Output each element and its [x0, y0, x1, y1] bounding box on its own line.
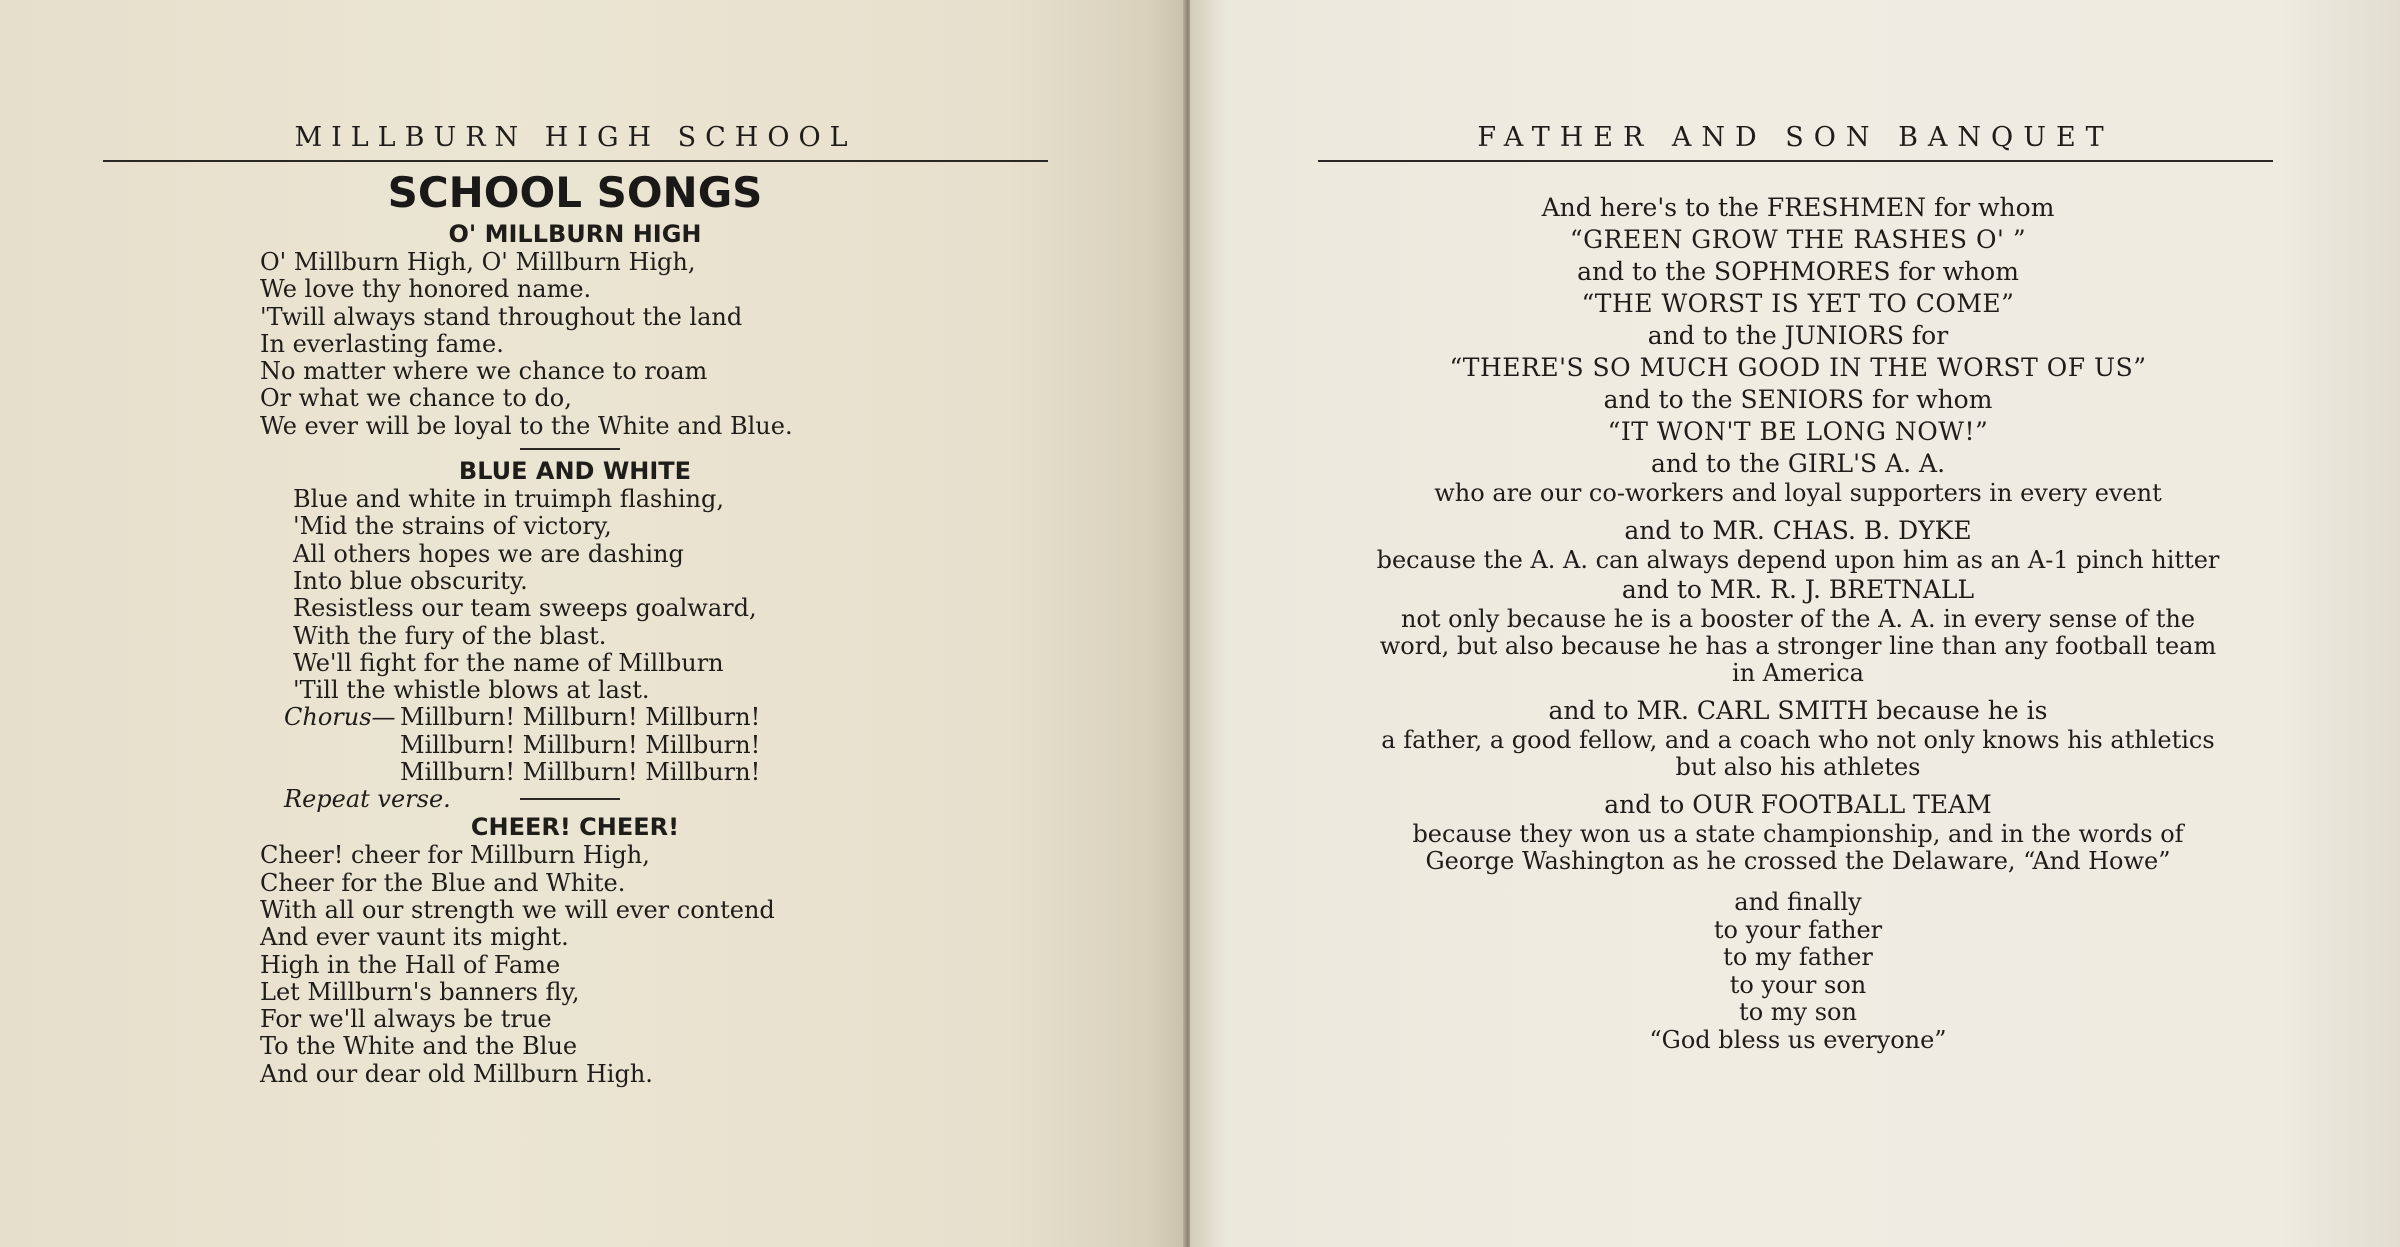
chorus-line: Millburn! Millburn! Millburn!: [400, 703, 761, 732]
lyric-line: We'll fight for the name of Millburn: [293, 648, 724, 677]
closing-line: “God bless us everyone”: [1649, 1025, 1947, 1054]
lyric-line: Let Millburn's banners fly,: [260, 977, 580, 1006]
running-head-left: MILLBURN HIGH SCHOOL: [103, 120, 1048, 162]
dedication-reason: but also his athletes: [1675, 753, 1921, 781]
toast-phrase: “GREEN GROW THE RASHES O' ”: [1569, 225, 2027, 254]
song-title: O' MILLBURN HIGH: [448, 220, 702, 248]
closing-line: to my son: [1739, 998, 1857, 1026]
lyric-line: In everlasting fame.: [260, 329, 504, 358]
dedication-intro: and to the GIRL'S A. A.: [1650, 449, 1946, 478]
lyric-line: 'Till the whistle blows at last.: [293, 676, 650, 705]
song-blue-and-white: [260, 456, 940, 812]
spacer: [1298, 687, 2298, 695]
closing-line: to your son: [1729, 970, 1867, 999]
lyric-line: Cheer! cheer for Millburn High,: [260, 841, 650, 870]
lyric-line: Resistless our team sweeps goalward,: [293, 594, 757, 623]
lyric-line: All others hopes we are dashing: [293, 539, 684, 568]
lyric-line: To the White and the Blue: [260, 1032, 578, 1061]
divider: [520, 448, 620, 450]
lyric-line: And our dear old Millburn High.: [260, 1059, 653, 1088]
song-cheer-cheer: [260, 812, 940, 1088]
lyric-line: And ever vaunt its might.: [260, 923, 569, 952]
lyric-line: For we'll always be true: [260, 1005, 552, 1034]
dedication-intro: and to OUR FOOTBALL TEAM: [1604, 790, 1992, 819]
chorus-lines: [400, 704, 760, 786]
closing-line: to my father: [1723, 943, 1873, 971]
closing-line: and finally: [1734, 888, 1862, 916]
repeat-row: [260, 786, 940, 812]
lyric-line: Into blue obscurity.: [293, 566, 528, 595]
spacer: [1298, 875, 2298, 889]
dedication-reason: because they won us a state championship, and in the words of: [1412, 820, 2184, 848]
dedication-reason: word, but also because he has a stronger line than any football team: [1379, 632, 2217, 660]
chorus: [260, 704, 940, 786]
lyric-line: We ever will be loyal to the White and Blue.: [260, 411, 793, 440]
chorus-label: Chorus—: [284, 703, 396, 732]
lyric-line: No matter where we chance to roam: [260, 357, 708, 386]
chorus-line: Millburn! Millburn! Millburn!: [400, 758, 761, 787]
lyric-line: High in the Hall of Fame: [260, 950, 561, 979]
toast-intro: and to the JUNIORS for: [1647, 321, 1949, 350]
lyric-line: Blue and white in truimph flashing,: [293, 485, 724, 514]
spacer: [1298, 781, 2298, 789]
right-page: [1190, 0, 2400, 1247]
dedication-reason: a father, a good fellow, and a coach who not only knows his athletics: [1381, 726, 2215, 754]
toast-phrase: “THE WORST IS YET TO COME”: [1581, 289, 2015, 318]
toast-intro: and to the SOPHMORES for whom: [1577, 257, 2019, 286]
dedication-intro: and to MR. R. J. BRETNALL: [1621, 575, 1975, 604]
dedication-reason: in America: [1732, 659, 1864, 687]
closing-line: to your father: [1713, 915, 1883, 944]
section-title: SCHOOL SONGS: [387, 168, 763, 217]
toast-phrase: “THERE'S SO MUCH GOOD IN THE WORST OF US”: [1449, 353, 2147, 382]
toast-intro: and to the SENIORS for whom: [1603, 385, 1993, 414]
song-title: BLUE AND WHITE: [458, 457, 692, 486]
lyric-line: Cheer for the Blue and White.: [260, 868, 626, 897]
song-title: CHEER! CHEER!: [470, 813, 680, 842]
dedication-intro: and to MR. CARL SMITH because he is: [1548, 696, 2048, 725]
chorus-line: Millburn! Millburn! Millburn!: [400, 730, 761, 759]
song-omillburn-high: [260, 219, 940, 440]
lyric-line: With the fury of the blast.: [293, 621, 607, 650]
banquet-toasts: [1298, 192, 2298, 1054]
toast-intro: And here's to the FRESHMEN for whom: [1541, 193, 2055, 222]
lyric-line: O' Millburn High, O' Millburn High,: [260, 248, 696, 276]
spacer: [1298, 507, 2298, 515]
dedication-reason: who are our co-workers and loyal supporters in every event: [1434, 479, 2162, 507]
lyric-line: With all our strength we will ever contend: [260, 895, 775, 924]
dedication-reason: because the A. A. can always depend upon him as an A-1 pinch hitter: [1376, 546, 2220, 574]
dedication-intro: and to MR. CHAS. B. DYKE: [1624, 516, 1972, 545]
left-page: [0, 0, 1185, 1247]
lyric-line: Or what we chance to do,: [260, 384, 572, 413]
dedication-reason: not only because he is a booster of the A. A. in every sense of the: [1400, 605, 2196, 633]
dedication-reason: George Washington as he crossed the Delaware, “And Howe”: [1425, 847, 2171, 875]
lyric-line: We love thy honored name.: [260, 275, 592, 304]
divider: [520, 798, 620, 800]
lyric-line: 'Mid the strains of victory,: [293, 512, 612, 541]
toast-phrase: “IT WON'T BE LONG NOW!”: [1607, 417, 1989, 446]
running-head-right: FATHER AND SON BANQUET: [1318, 120, 2273, 162]
lyric-line: 'Twill always stand throughout the land: [260, 302, 743, 331]
school-songs-section: [260, 168, 940, 1088]
repeat-note: Repeat verse.: [284, 785, 451, 814]
